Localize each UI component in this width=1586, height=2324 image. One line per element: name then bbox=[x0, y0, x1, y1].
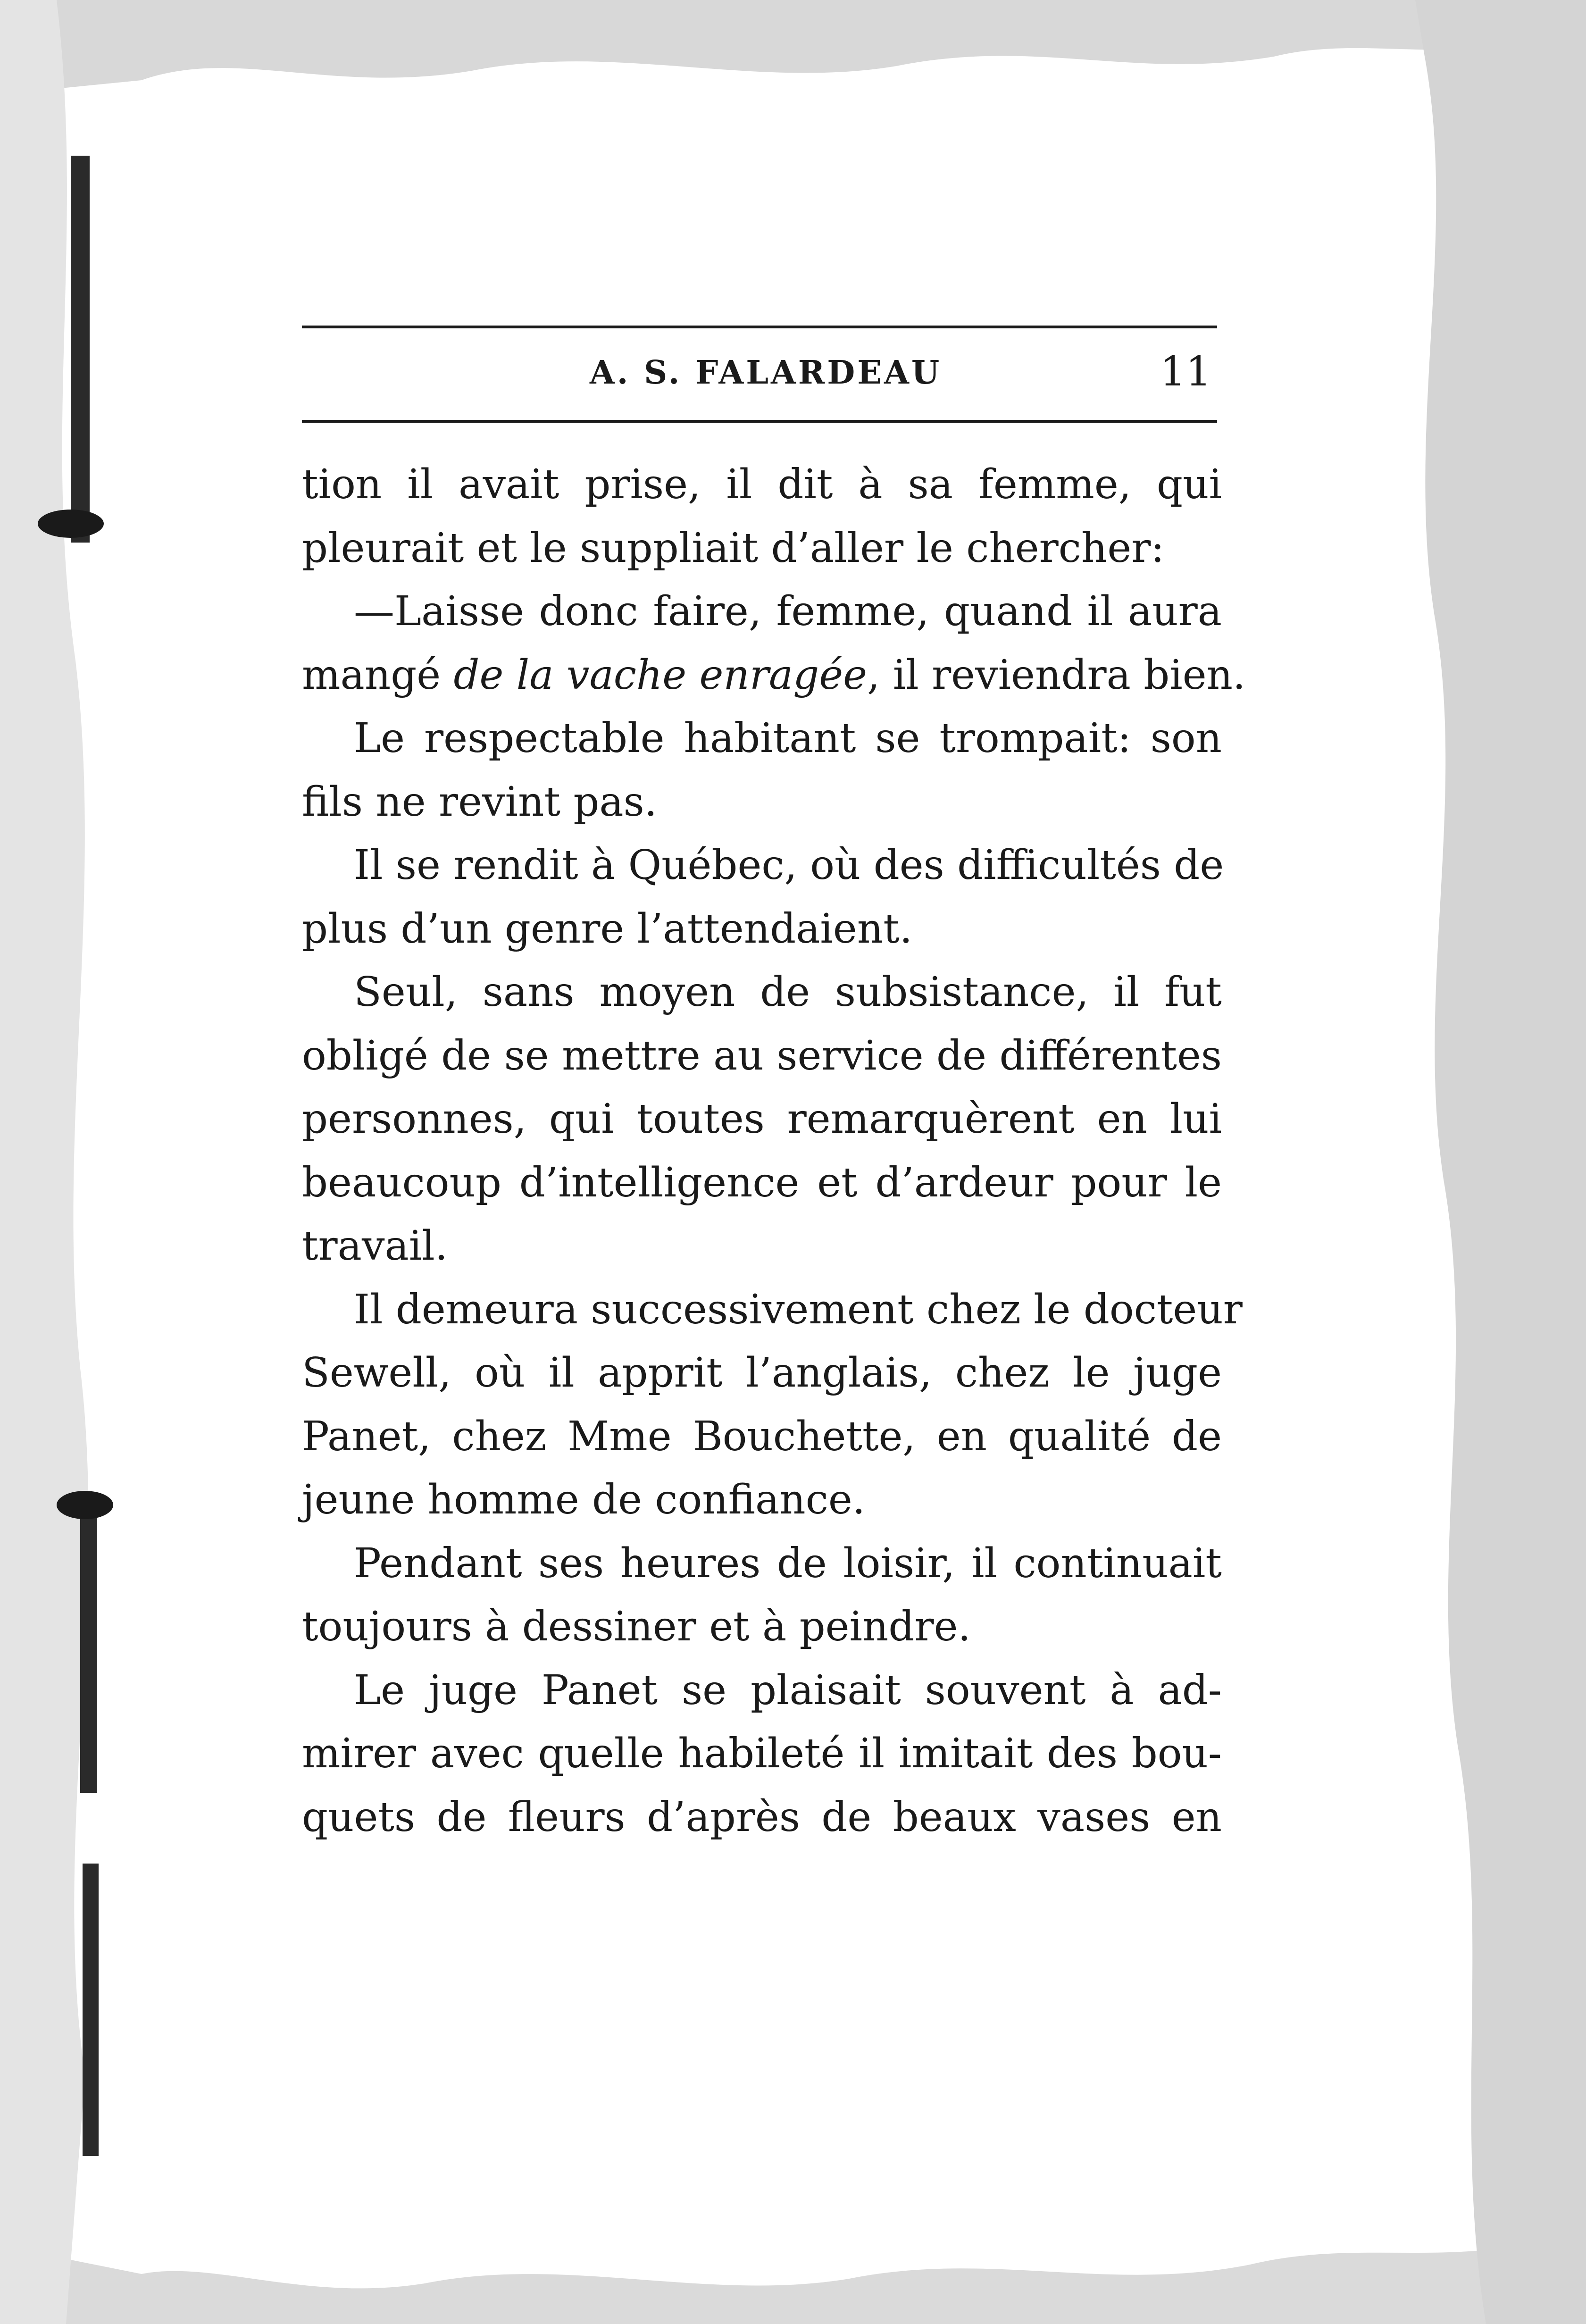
text-line: beaucoup d’intelligence et d’ardeur pour le bbox=[302, 1159, 1222, 1206]
text-line: jeune homme de confiance. bbox=[302, 1476, 866, 1523]
text-line: mirer avec quelle habileté il imitait des bou- bbox=[302, 1730, 1222, 1777]
text-line: quets de fleurs d’après de beaux vases en bbox=[302, 1793, 1222, 1841]
paragraph bbox=[302, 707, 1222, 834]
text-line: tion il avait prise, il dit à sa femme, qui bbox=[302, 461, 1222, 508]
page-number: 11 bbox=[1160, 348, 1211, 395]
binding-knot-middle bbox=[57, 1491, 113, 1519]
text-line: —Laisse donc faire, femme, quand il aura bbox=[354, 588, 1222, 635]
text-line: fils ne revint pas. bbox=[302, 778, 658, 826]
text-line: Il demeura successivement chez le docteur bbox=[354, 1286, 1243, 1333]
paragraph bbox=[302, 580, 1246, 707]
text-line: Pendant ses heures de loisir, il continuait bbox=[354, 1539, 1222, 1587]
binding-thread-bottom bbox=[83, 1864, 99, 2156]
text-line: Panet, chez Mme Bouchette, en qualité de bbox=[302, 1413, 1222, 1460]
text-line: Le respectable habitant se trompait: son bbox=[354, 715, 1222, 762]
page-header bbox=[302, 326, 1217, 434]
text-line: toujours à dessiner et à peindre. bbox=[302, 1603, 971, 1650]
paragraph bbox=[302, 1532, 1222, 1659]
text-line: Seul, sans moyen de subsistance, il fut bbox=[354, 969, 1222, 1016]
paragraph bbox=[302, 1278, 1243, 1532]
binding-thread-middle bbox=[80, 1510, 97, 1793]
text-line: Sewell, où il apprit l’anglais, chez le juge bbox=[302, 1349, 1222, 1396]
running-head: A. S. FALARDEAU bbox=[590, 354, 942, 392]
body-text bbox=[302, 453, 1246, 1849]
text-line: pleurait et le suppliait d’aller le chercher: bbox=[302, 524, 1165, 572]
header-rule-bottom bbox=[302, 420, 1217, 423]
top-edge-shadow bbox=[0, 0, 1586, 94]
paragraph bbox=[302, 453, 1222, 580]
text-line: Le juge Panet se plaisait souvent à ad- bbox=[354, 1666, 1222, 1714]
text-line: travail. bbox=[302, 1222, 448, 1270]
text-line: personnes, qui toutes remarquèrent en lui bbox=[302, 1095, 1222, 1143]
binding-thread-top bbox=[71, 156, 90, 543]
header-rule-top bbox=[302, 326, 1217, 328]
paragraph bbox=[302, 834, 1222, 961]
text-run: mangé bbox=[302, 651, 454, 699]
left-edge-shadow bbox=[0, 0, 88, 2324]
text-line: Il se rendit à Québec, où des difficultés de bbox=[354, 842, 1224, 889]
paragraph bbox=[302, 1659, 1222, 1849]
binding-knot-top bbox=[38, 510, 104, 538]
paragraph bbox=[302, 961, 1222, 1278]
text-run: , il reviendra bien. bbox=[867, 651, 1246, 699]
text-line-with-italic bbox=[302, 644, 1246, 707]
right-edge-shadow bbox=[1415, 0, 1586, 2324]
italic-phrase: de la vache enragée bbox=[453, 651, 868, 699]
bottom-edge-shadow bbox=[0, 2227, 1586, 2324]
text-line: obligé de se mettre au service de différentes bbox=[302, 1032, 1222, 1079]
text-line: plus d’un genre l’attendaient. bbox=[302, 905, 913, 953]
